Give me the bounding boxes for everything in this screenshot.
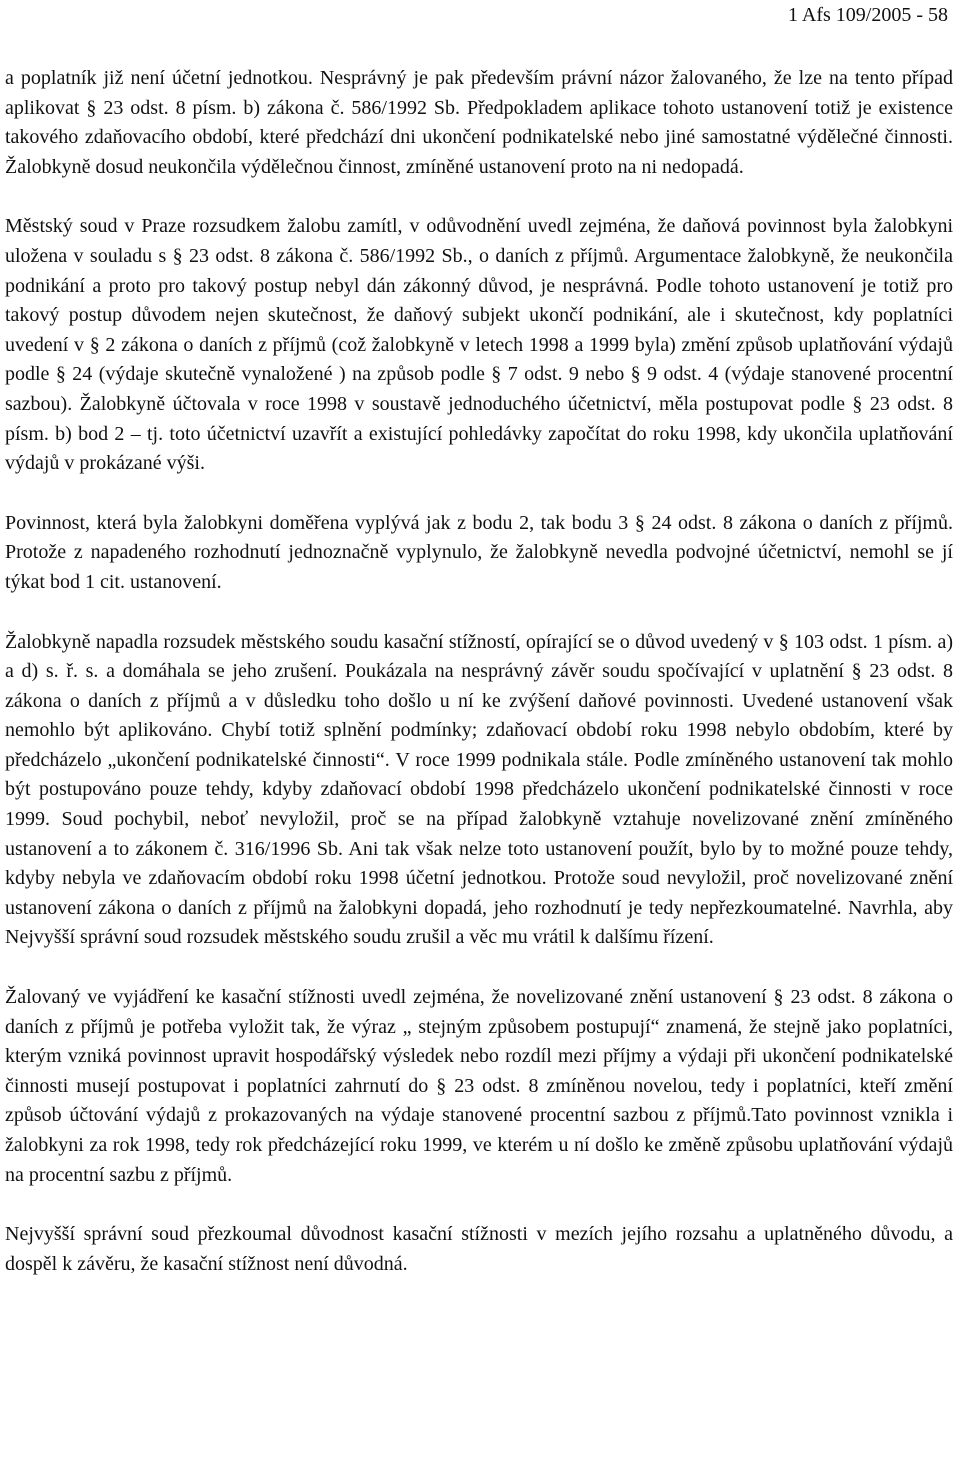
- paragraph-city-court-ruling: Městský soud v Praze rozsudkem žalobu zamítl, v odůvodnění uvedl zejména, že daňová povinnost byla žalobkyni uložena v souladu s § 23 odst. 8 zákona č. 586/1992 Sb., o daních z příjmů. Argumentace žalobkyně, že neukončila podnikání a proto pro takový postup nebyl dán zákonný důvod, je nesprávná. Podle tohoto ustanovení je totiž pro takový postup důvodem nejen skutečnost, že daňový subjekt ukončí podnikání, ale i skutečnost, kdy poplatníci uvedení v § 2 zákona o daních z příjmů (což žalobkyně v letech 1998 a 1999 byla) změní způsob uplatňování výdajů podle § 24 (výdaje skutečně vynaložené ) na způsob podle § 7 odst. 9 nebo § 9 odst. 4 (výdaje stanovené procentní sazbou). Žalobkyně účtovala v roce 1998 v soustavě jednoduchého účetnictví, měla postupovat podle § 23 odst. 8 písm. b) bod 2 – tj. toto účetnictví uzavřít a existující pohledávky započítat do roku 1998, kdy ukončila uplatňování výdajů v prokázané výši.: [5, 215, 953, 475]
- paragraph-defendant-statement: Žalovaný ve vyjádření ke kasační stížnosti uvedl zejména, že novelizované znění ustanovení § 23 odst. 8 zákona o daních z příjmů je potřeba vyložit tak, že výraz „ stejným způsobem postupují“ znamená, že stejně jako poplatníci, kterým vzniká povinnost upravit hospodářský výsledek nebo rozdíl mezi příjmy a výdaji při ukončení podnikatelské činnosti musejí postupovat i poplatníci zahrnutí do § 23 odst. 8 zmíněnou novelou, tedy i poplatníci, kteří změní způsob účtování výdajů z prokazovaných na výdaje stanovené procentní sazbou z příjmů.Tato povinnost vznikla i žalobkyni za rok 1998, tedy rok předcházející roku 1999, ve kterém u ní došlo ke změně způsobu uplatňování výdajů na procentní sazbu z příjmů.: [5, 986, 953, 1186]
- document-body: [5, 64, 953, 1279]
- paragraph-cassation-complaint: Žalobkyně napadla rozsudek městského soudu kasační stížností, opírající se o důvod uvedený v § 103 odst. 1 písm. a) a d) s. ř. s. a domáhala se jeho zrušení. Poukázala na nesprávný závěr soudu spočívající v uplatnění § 23 odst. 8 zákona o daních z příjmů a v důsledku toho došlo u ní ke zvýšení daňové povinnosti. Uvedené ustanovení však nemohlo být aplikováno. Chybí totiž splnění podmínky; zdaňovací období roku 1998 nebylo obdobím, které by předcházelo „ukončení podnikatelské činnosti“. V roce 1999 podnikala stále. Podle zmíněného ustanovení tak mohlo být postupováno pouze tehdy, kdyby zdaňovací období 1998 předcházelo ukončení podnikatelské činnosti v roce 1999. Soud pochybil, neboť nevyložil, proč se na případ žalobkyně vztahuje novelizované znění zmíněného ustanovení a to zákonem č. 316/1996 Sb. Ani tak však nelze toto ustanovení použít, bylo by to možné pouze tehdy, kdyby nebyla ve zdaňovacím období roku 1998 účetní jednotkou. Protože soud nevyložil, proč novelizované znění ustanovení zákona o daních z příjmů na žalobkyni dopadá, jeho rozhodnutí je tedy nepřezkoumatelné. Navrhla, aby Nejvyšší správní soud rozsudek městského soudu zrušil a věc mu vrátil k dalšímu řízení.: [5, 630, 953, 949]
- document-reference: 1 Afs 109/2005 - 58: [788, 4, 948, 26]
- paragraph-continuation: a poplatník již není účetní jednotkou. Nesprávný je pak především právní názor žalovaného, že lze na tento případ aplikovat § 23 odst. 8 písm. b) zákona č. 586/1992 Sb. Předpokladem aplikace tohoto ustanovení totiž je existence takového zdaňovacího období, které předchází dni ukončení podnikatelské nebo jiné samostatné výdělečné činnosti. Žalobkyně dosud neukončila výdělečnou činnost, zmíněné ustanovení proto na ni nedopadá.: [5, 67, 953, 178]
- paragraph-supreme-court-review: Nejvyšší správní soud přezkoumal důvodnost kasační stížnosti v mezích jejího rozsahu a uplatněného důvodu, a dospěl k závěru, že kasační stížnost není důvodná.: [5, 1223, 953, 1275]
- paragraph-obligation: Povinnost, která byla žalobkyni doměřena vyplývá jak z bodu 2, tak bodu 3 § 24 odst. 8 zákona o daních z příjmů. Protože z napadeného rozhodnutí jednoznačně vyplynulo, že žalobkyně nevedla podvojné účetnictví, nemohl se jí týkat bod 1 cit. ustanovení.: [5, 511, 953, 593]
